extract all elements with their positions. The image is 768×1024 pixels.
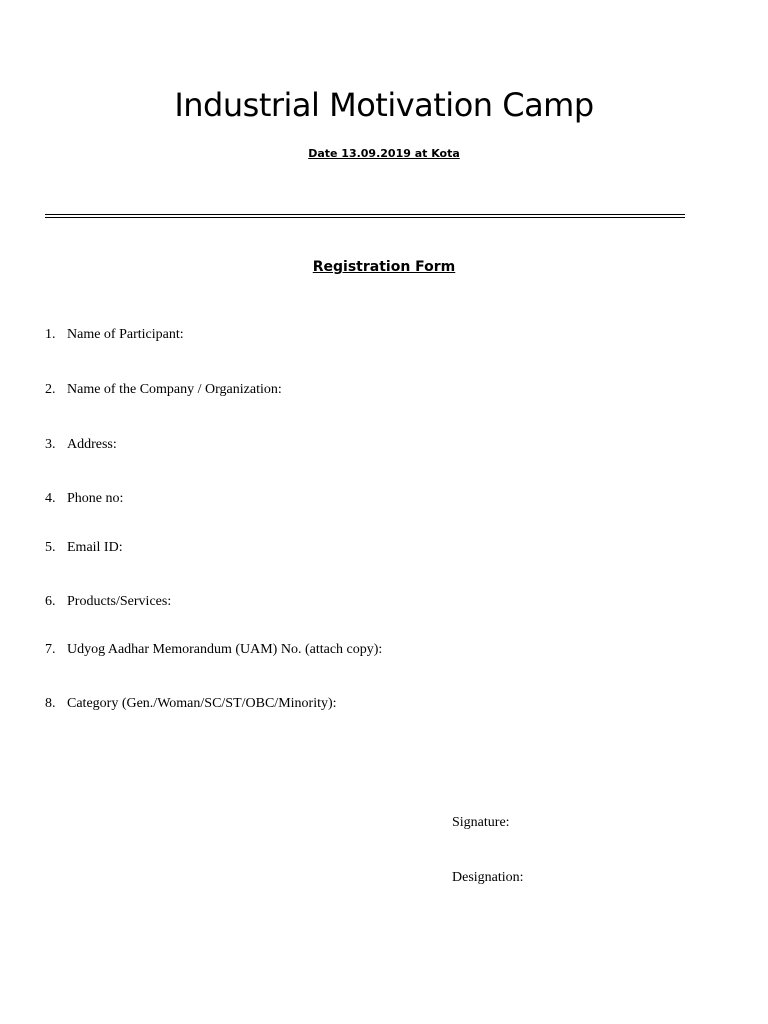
field-label: Category (Gen./Woman/SC/ST/OBC/Minority):	[67, 696, 337, 711]
field-label: Address:	[67, 437, 117, 452]
field-number: 1.	[45, 327, 56, 342]
field-participant-name	[45, 326, 184, 344]
field-address	[45, 436, 117, 454]
field-label: Products/Services:	[67, 594, 172, 609]
field-category	[45, 695, 337, 713]
event-date: Date 13.09.2019 at Kota	[308, 147, 460, 160]
field-number: 7.	[45, 642, 56, 657]
field-label: Name of the Company / Organization:	[67, 382, 282, 397]
field-number: 2.	[45, 382, 56, 397]
signature-label: Signature:	[452, 815, 510, 830]
field-email	[45, 539, 123, 557]
form-title: Registration Form	[312, 259, 456, 275]
field-uam-number	[45, 641, 382, 659]
field-label: Phone no:	[67, 491, 124, 506]
page-title: Industrial Motivation Camp	[174, 86, 594, 124]
field-number: 5.	[45, 540, 56, 555]
field-number: 4.	[45, 491, 56, 506]
designation-label: Designation:	[452, 870, 524, 885]
field-products-services	[45, 593, 171, 611]
field-number: 3.	[45, 437, 56, 452]
header-divider	[45, 214, 685, 218]
field-company-name	[45, 381, 282, 399]
field-number: 8.	[45, 696, 56, 711]
field-number: 6.	[45, 594, 56, 609]
field-label: Name of Participant:	[67, 327, 184, 342]
field-label: Email ID:	[67, 540, 123, 555]
field-phone	[45, 490, 123, 508]
field-label: Udyog Aadhar Memorandum (UAM) No. (attach copy):	[67, 642, 383, 657]
